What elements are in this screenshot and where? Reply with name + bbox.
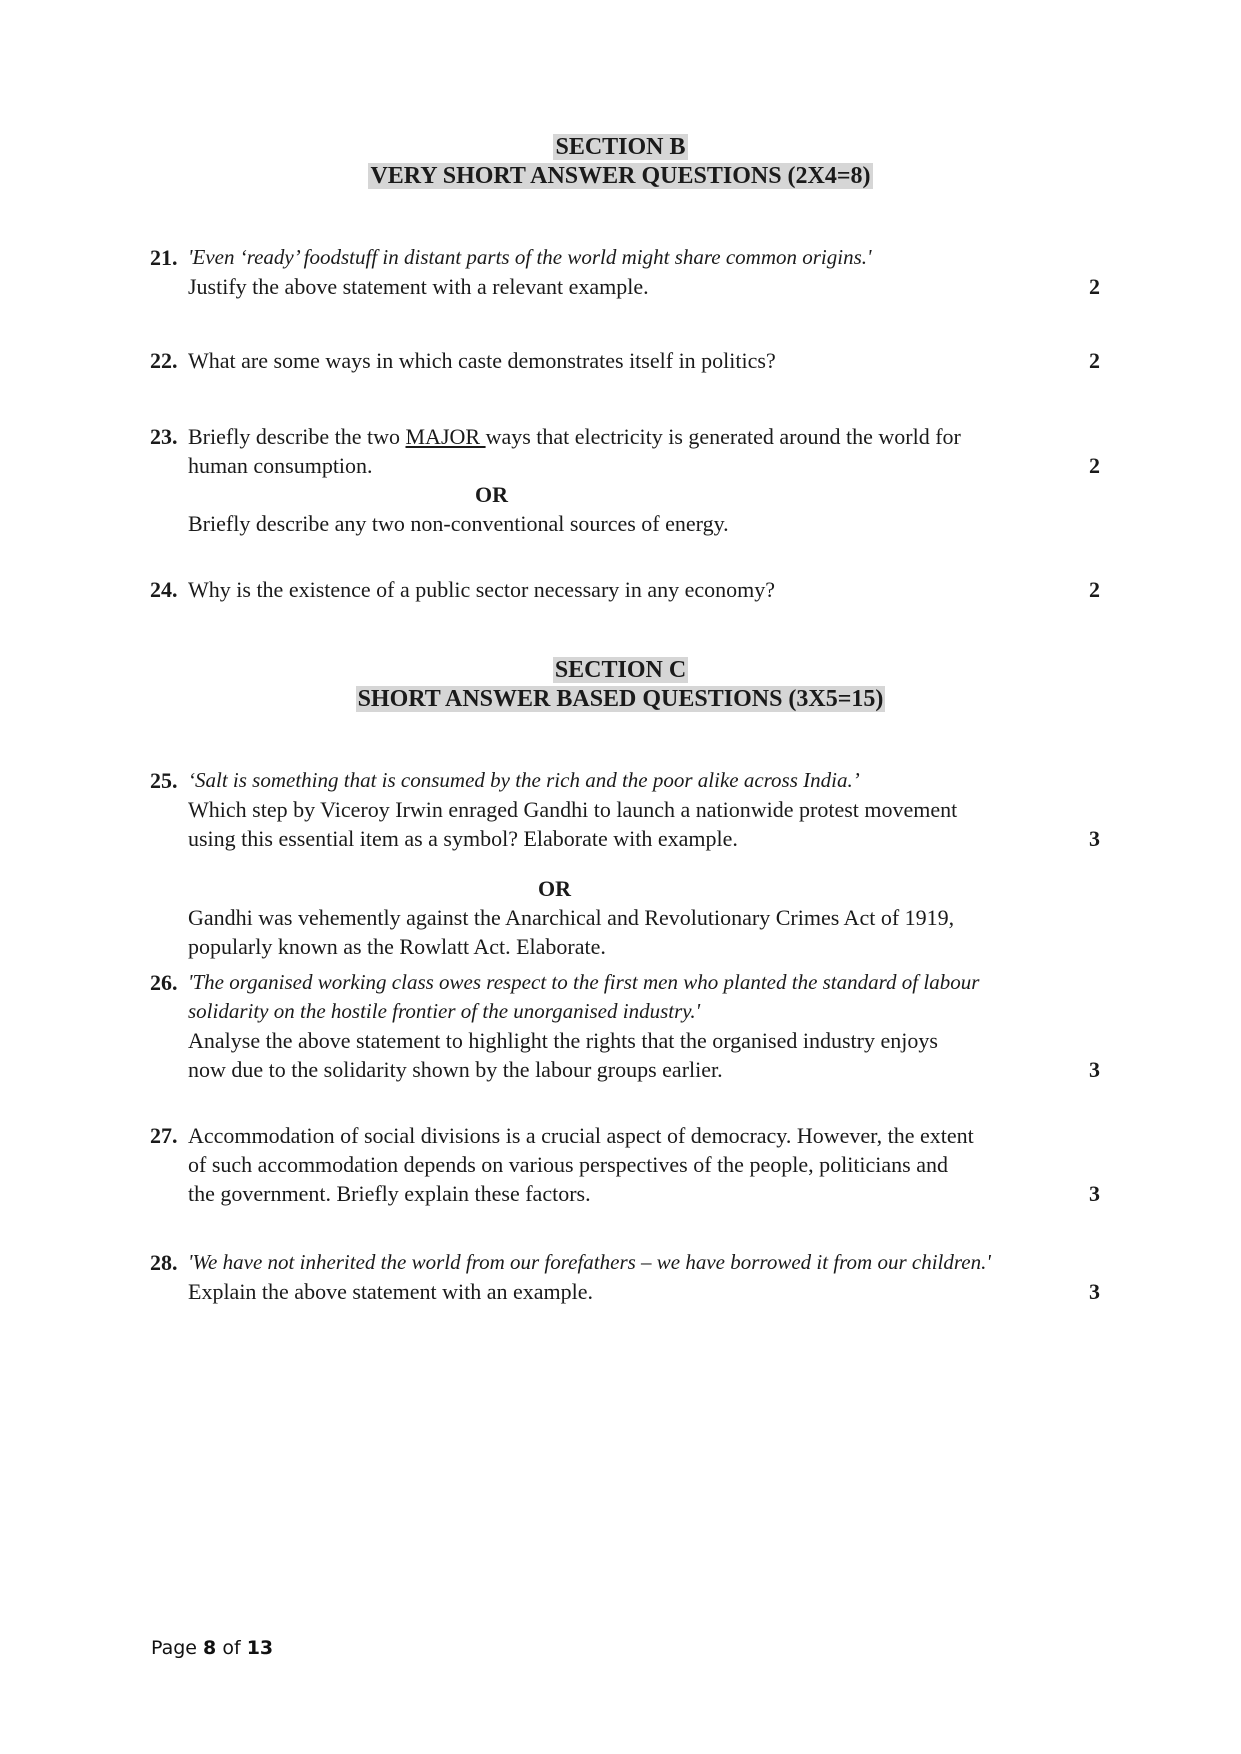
question-quote-line2: solidarity on the hostile frontier of the unorganised industry.'	[188, 999, 701, 1023]
question-text-line2: human consumption.	[188, 453, 373, 478]
question-24	[150, 575, 1100, 604]
section-b-subtitle: VERY SHORT ANSWER QUESTIONS (2X4=8)	[370, 163, 871, 189]
alternative-question-line1: Gandhi was vehemently against the Anarchical and Revolutionary Crimes Act of 1919,	[188, 905, 955, 930]
section-c-subtitle: SHORT ANSWER BASED QUESTIONS (3X5=15)	[357, 686, 884, 712]
question-22	[150, 346, 1100, 375]
question-text: Explain the above statement with an example.	[188, 1279, 594, 1304]
alternative-question-line2: popularly known as the Rowlatt Act. Elaborate.	[188, 934, 606, 959]
question-28	[150, 1248, 1100, 1306]
question-number: 26.	[150, 970, 178, 995]
question-27	[150, 1121, 1100, 1208]
question-text-line1: Accommodation of social divisions is a crucial aspect of democracy. However, the extent	[188, 1123, 974, 1148]
question-number: 25.	[150, 768, 178, 793]
question-text-line1: Analyse the above statement to highlight the rights that the organised industry enjoys	[188, 1028, 938, 1053]
question-text-line3: the government. Briefly explain these factors.	[188, 1181, 591, 1206]
question-marks: 3	[1089, 1279, 1100, 1304]
question-marks: 3	[1089, 826, 1100, 851]
question-number: 21.	[150, 245, 178, 270]
question-number: 23.	[150, 424, 178, 449]
alternative-question-text: Briefly describe any two non-conventional sources of energy.	[188, 511, 729, 536]
question-text-line2: now due to the solidarity shown by the labour groups earlier.	[188, 1057, 723, 1082]
question-text: Briefly describe the two MAJOR ways that electricity is generated around the world for	[188, 424, 961, 449]
or-label: OR	[475, 482, 508, 507]
question-23	[150, 422, 1100, 538]
or-label: OR	[538, 876, 571, 901]
question-text: Justify the above statement with a relevant example.	[188, 274, 649, 299]
question-marks: 2	[1089, 348, 1100, 373]
question-text-line1: Which step by Viceroy Irwin enraged Gandhi to launch a nationwide protest movement	[188, 797, 958, 822]
question-quote: ‘Salt is something that is consumed by the rich and the poor alike across India.’	[188, 768, 860, 792]
question-quote: 'Even ‘ready’ foodstuff in distant parts of the world might share common origins.'	[188, 245, 872, 269]
question-marks: 2	[1089, 453, 1100, 478]
question-quote-line1: 'The organised working class owes respect to the first men who planted the standard of labour	[188, 970, 980, 994]
page-footer: Page 8 of 13	[151, 1637, 274, 1659]
question-marks: 3	[1089, 1057, 1100, 1082]
section-c-title: SECTION C	[554, 657, 687, 683]
question-text-line2: of such accommodation depends on various perspectives of the people, politicians and	[188, 1152, 949, 1177]
question-text: What are some ways in which caste demonstrates itself in politics?	[188, 348, 776, 373]
question-21	[150, 243, 1100, 301]
question-25	[150, 766, 1100, 961]
question-number: 27.	[150, 1123, 178, 1148]
question-number: 28.	[150, 1250, 178, 1275]
section-b-title: SECTION B	[555, 134, 686, 160]
question-marks: 3	[1089, 1181, 1100, 1206]
question-26	[150, 968, 1100, 1084]
question-text: Why is the existence of a public sector necessary in any economy?	[188, 577, 776, 602]
question-text-line2: using this essential item as a symbol? Elaborate with example.	[188, 826, 738, 851]
question-marks: 2	[1089, 274, 1100, 299]
question-number: 22.	[150, 348, 178, 373]
total-pages: 13	[246, 1637, 274, 1659]
question-quote: 'We have not inherited the world from our forefathers – we have borrowed it from our children.'	[188, 1250, 991, 1274]
emphasis-major: MAJOR	[405, 424, 486, 449]
current-page-number: 8	[203, 1637, 217, 1659]
question-marks: 2	[1089, 577, 1100, 602]
question-number: 24.	[150, 577, 178, 602]
